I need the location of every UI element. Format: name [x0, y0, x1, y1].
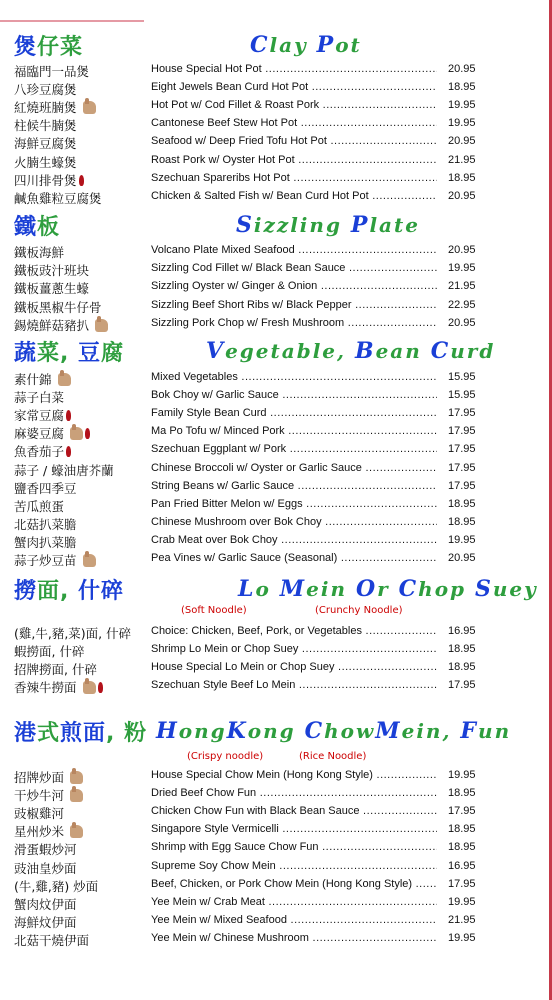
title-segment: S: [474, 576, 493, 602]
item-chinese-text: 蟹肉扒菜膽: [14, 534, 77, 550]
item-chinese-text: 招牌炒面: [14, 770, 65, 785]
item-english-name: Shrimp Lo Mein or Chop Suey .....: [151, 643, 437, 659]
item-price: 17.95: [448, 407, 476, 420]
item-price: 21.95: [448, 913, 476, 926]
title-segment: izzling: [253, 213, 351, 237]
menu-item-row: [0, 98, 552, 116]
menu-item-row: [0, 316, 552, 334]
thumbs-up-icon: [70, 427, 83, 440]
title-segment: O: [355, 576, 378, 602]
title-segment: hop: [418, 577, 475, 601]
item-chinese-text: 蝦撈面, 什碎: [14, 644, 85, 660]
title-segment: 面,: [37, 579, 79, 604]
title-segment: 仔菜: [37, 35, 84, 60]
item-chinese-name: [14, 153, 77, 171]
title-segment: ein: [306, 577, 356, 601]
menu-item-row: [0, 877, 552, 895]
item-english-name: Yee Mein w/ Chinese Mushroom .....: [151, 932, 437, 948]
item-chinese-name: [14, 551, 96, 569]
item-chinese-name: [14, 134, 77, 152]
menu-item-row: [0, 298, 552, 316]
item-price: 18.95: [448, 787, 476, 800]
title-segment: S: [236, 212, 254, 238]
title-segment: r: [377, 577, 399, 601]
item-chinese-text: 福臨門一品煲: [14, 64, 90, 79]
item-chinese-name: [14, 515, 77, 533]
section-title-english: [250, 32, 362, 58]
title-segment: how: [324, 719, 376, 743]
item-price: 19.95: [448, 895, 476, 908]
thumbs-up-icon: [58, 373, 71, 386]
item-chinese-text: (牛,雞,豬) 炒面: [14, 878, 99, 894]
menu-item-row: [0, 261, 552, 279]
menu-item-row: [0, 859, 552, 877]
item-english-name: Chinese Broccoli w/ Oyster or Garlic Sauce .....: [151, 462, 437, 478]
item-price: 21.95: [448, 153, 476, 166]
item-english-name: Dried Beef Chow Fun .....: [151, 787, 437, 803]
item-price: 18.95: [448, 515, 476, 528]
title-segment: 豆: [78, 341, 102, 366]
item-chinese-name: [14, 243, 64, 261]
title-segment: K: [226, 718, 248, 744]
thumbs-up-icon: [70, 825, 83, 838]
item-price: 19.95: [448, 533, 476, 546]
item-english-name: House Special Chow Mein (Hong Kong Style) .....: [151, 769, 437, 785]
menu-item-row: [0, 442, 552, 460]
title-segment: ong: [178, 719, 227, 743]
item-chinese-name: [14, 171, 84, 189]
item-chinese-name: [14, 678, 103, 696]
item-english-name: Shrimp with Egg Sauce Chow Fun .....: [151, 841, 437, 857]
item-price: 21.95: [448, 280, 476, 293]
title-segment: 煎面: [60, 721, 107, 746]
item-price: 22.95: [448, 298, 476, 311]
item-price: 20.95: [448, 189, 476, 202]
item-price: 20.95: [448, 552, 476, 564]
item-chinese-text: 四川排骨煲: [14, 172, 77, 188]
title-segment: 式: [37, 721, 61, 746]
item-price: 16.95: [448, 859, 476, 872]
menu-item-row: [0, 551, 552, 569]
item-chinese-text: 家常豆腐: [14, 408, 65, 424]
item-price: 19.95: [448, 117, 476, 130]
menu-item-row: [0, 279, 552, 297]
item-chinese-name: [14, 479, 77, 497]
item-price: 18.95: [448, 497, 476, 510]
item-price: 17.95: [448, 479, 476, 492]
section-title-chinese: [14, 716, 147, 747]
title-segment: ean: [375, 339, 431, 363]
chili-pepper-icon: [66, 446, 71, 457]
item-chinese-name: [14, 624, 131, 642]
item-chinese-text: (雞,牛,豬,菜)面, 什碎: [14, 626, 132, 641]
item-chinese-text: 柱候牛腩煲: [14, 118, 77, 134]
thumbs-up-icon: [70, 789, 83, 802]
item-chinese-name: [14, 533, 77, 551]
item-english-name: Ma Po Tofu w/ Minced Pork .....: [151, 425, 437, 441]
section-title-english: [206, 338, 495, 364]
item-chinese-text: 豉椒雞河: [14, 806, 65, 822]
item-chinese-text: 火腩生蠔煲: [14, 154, 77, 170]
item-chinese-name: [14, 62, 89, 80]
menu-item-row: [0, 388, 552, 406]
menu-item-row: [0, 660, 552, 678]
menu-item-row: [0, 134, 552, 152]
section-title-chinese: [14, 210, 60, 241]
chili-pepper-icon: [66, 410, 71, 421]
menu-item-row: [0, 479, 552, 497]
item-english-name: Yee Mein w/ Crab Meat .....: [151, 896, 437, 912]
menu-item-row: [0, 840, 552, 858]
title-segment: 撈: [14, 579, 38, 604]
item-chinese-text: 素什錦: [14, 372, 52, 387]
section-title-english: [156, 718, 511, 744]
item-chinese-text: 鹽香四季豆: [14, 480, 77, 496]
title-segment: ot: [335, 33, 362, 57]
noodle-type-note: (Crispy noodle): [187, 751, 264, 762]
item-chinese-text: 苦瓜煎蛋: [14, 498, 65, 514]
title-segment: L: [238, 576, 256, 602]
section-title-chinese: [14, 336, 124, 367]
section-title-chinese: [14, 574, 124, 605]
item-chinese-name: [14, 660, 97, 678]
thumbs-up-icon: [95, 319, 108, 332]
item-english-name: Family Style Bean Curd .....: [151, 407, 437, 423]
item-price: 17.95: [448, 877, 476, 890]
chili-pepper-icon: [98, 682, 103, 693]
item-chinese-name: [14, 116, 77, 134]
noodle-type-note: (Rice Noodle): [299, 751, 367, 762]
item-chinese-text: 北菇扒菜膽: [14, 516, 77, 532]
item-price: 18.95: [448, 81, 476, 94]
title-segment: 鐵: [14, 215, 38, 240]
item-chinese-name: [14, 642, 84, 660]
item-english-name: Sizzling Oyster w/ Ginger & Onion .....: [151, 280, 437, 296]
item-chinese-name: [14, 804, 64, 822]
item-chinese-name: [14, 316, 108, 334]
item-english-name: Mixed Vegetables .....: [151, 371, 437, 387]
item-chinese-text: 蒜子 / 蠔油唐芥蘭: [14, 462, 114, 478]
title-segment: C: [304, 718, 325, 744]
item-price: 19.95: [448, 99, 476, 112]
item-english-name: Sizzling Cod Fillet w/ Black Bean Sauce .....: [151, 262, 437, 278]
item-price: 17.95: [448, 805, 476, 818]
menu-item-row: [0, 406, 552, 424]
item-english-name: Szechuan Style Beef Lo Mein .....: [151, 679, 437, 695]
item-price: 18.95: [448, 171, 476, 184]
item-chinese-name: [14, 840, 77, 858]
menu-item-row: [0, 678, 552, 696]
thumbs-up-icon: [83, 681, 96, 694]
menu-item-row: [0, 533, 552, 551]
title-segment: P: [316, 32, 336, 58]
item-english-name: Volcano Plate Mixed Seafood .....: [151, 244, 437, 260]
item-chinese-name: [14, 189, 102, 207]
item-chinese-name: [14, 388, 64, 406]
title-segment: urd: [450, 339, 496, 363]
item-chinese-text: 海鮮豆腐煲: [14, 136, 77, 152]
item-english-name: Chicken & Salted Fish w/ Bean Curd Hot Pot .....: [151, 190, 437, 206]
item-english-name: Sizzling Beef Short Ribs w/ Black Pepper .....: [151, 299, 437, 315]
item-chinese-name: [14, 877, 98, 895]
item-price: 20.95: [448, 244, 476, 256]
title-segment: M: [375, 718, 402, 744]
title-segment: P: [350, 212, 370, 238]
title-segment: late: [369, 213, 420, 237]
title-segment: o: [255, 577, 280, 601]
item-chinese-text: 八珍豆腐煲: [14, 82, 77, 98]
title-segment: egetable,: [225, 339, 355, 363]
item-chinese-name: [14, 80, 77, 98]
item-english-name: Yee Mein w/ Mixed Seafood .....: [151, 914, 437, 930]
item-chinese-name: [14, 98, 96, 116]
item-chinese-text: 海鮮炆伊面: [14, 914, 77, 930]
menu-item-row: [0, 370, 552, 388]
item-price: 18.95: [448, 841, 476, 854]
item-english-name: Chinese Mushroom over Bok Choy .....: [151, 516, 437, 532]
item-english-name: Supreme Soy Chow Mein .....: [151, 860, 437, 876]
menu-item-row: [0, 171, 552, 189]
item-english-name: Chicken Chow Fun with Black Bean Sauce .....: [151, 805, 437, 821]
item-chinese-name: [14, 461, 114, 479]
item-english-name: Choice: Chicken, Beef, Pork, or Vegetables .....: [151, 625, 437, 641]
item-price: 19.95: [448, 769, 476, 781]
item-english-name: Singapore Style Vermicelli .....: [151, 823, 437, 839]
menu-item-row: [0, 243, 552, 261]
item-chinese-name: [14, 424, 90, 442]
item-chinese-text: 招牌撈面, 什碎: [14, 662, 97, 678]
menu-item-row: [0, 931, 552, 949]
menu-item-row: [0, 515, 552, 533]
menu-item-row: [0, 768, 552, 786]
section-title-english: [238, 576, 538, 602]
item-price: 17.95: [448, 443, 476, 456]
item-english-name: Cantonese Beef Stew Hot Pot .....: [151, 117, 437, 133]
item-english-name: Szechuan Eggplant w/ Pork .....: [151, 443, 437, 459]
title-segment: F: [460, 718, 479, 744]
item-chinese-name: [14, 895, 77, 913]
item-english-name: Roast Pork w/ Oyster Hot Pot .....: [151, 154, 437, 170]
top-divider: [0, 20, 144, 22]
item-chinese-text: 魚香茄子: [14, 444, 65, 460]
section-title-english: [236, 212, 420, 238]
item-english-name: Pea Vines w/ Garlic Sauce (Seasonal) .....: [151, 552, 437, 568]
item-chinese-text: 鐵板薑蔥生蠔: [14, 281, 90, 297]
item-chinese-name: [14, 913, 77, 931]
title-segment: B: [354, 338, 376, 364]
menu-item-row: [0, 624, 552, 642]
item-price: 20.95: [448, 135, 476, 148]
item-price: 17.95: [448, 679, 476, 692]
menu-item-row: [0, 80, 552, 98]
item-chinese-text: 麻婆豆腐: [14, 426, 65, 442]
menu-item-row: [0, 895, 552, 913]
title-segment: M: [279, 576, 307, 602]
item-price: 18.95: [448, 823, 476, 836]
item-chinese-name: [14, 261, 89, 279]
item-chinese-text: 紅燒班腩煲: [14, 100, 77, 116]
item-chinese-text: 蒜子炒豆苗: [14, 553, 77, 568]
item-price: 17.95: [448, 425, 476, 438]
thumbs-up-icon: [70, 771, 83, 784]
item-chinese-text: 鐵板海鮮: [14, 245, 65, 260]
title-segment: lay: [269, 33, 317, 57]
title-segment: 港: [14, 721, 38, 746]
item-chinese-text: 香辣牛撈面: [14, 680, 77, 696]
menu-item-row: [0, 642, 552, 660]
noodle-type-note: (Crunchy Noodle): [315, 605, 403, 616]
menu-item-row: [0, 497, 552, 515]
item-price: 17.95: [448, 461, 476, 474]
title-segment: 蔬: [14, 341, 38, 366]
item-chinese-text: 豉油皇炒面: [14, 860, 77, 876]
item-english-name: House Special Lo Mein or Chop Suey .....: [151, 661, 437, 677]
item-chinese-text: 蒜子白菜: [14, 390, 65, 406]
item-chinese-name: [14, 298, 102, 316]
item-english-name: Crab Meat over Bok Choy .....: [151, 534, 437, 550]
item-chinese-text: 蟹肉炆伊面: [14, 896, 77, 912]
thumbs-up-icon: [83, 101, 96, 114]
item-price: 18.95: [448, 643, 476, 656]
item-chinese-name: [14, 931, 89, 949]
item-chinese-name: [14, 442, 71, 460]
item-chinese-name: [14, 786, 83, 804]
item-price: 15.95: [448, 371, 476, 383]
item-english-name: Szechuan Spareribs Hot Pot .....: [151, 172, 437, 188]
item-english-name: Seafood w/ Deep Fried Tofu Hot Pot .....: [151, 135, 437, 151]
noodle-type-note: (Soft Noodle): [181, 605, 247, 616]
title-segment: C: [430, 338, 451, 364]
item-price: 20.95: [448, 63, 476, 75]
item-english-name: Pan Fried Bitter Melon w/ Eggs .....: [151, 498, 437, 514]
menu-item-row: [0, 189, 552, 207]
item-chinese-name: [14, 370, 71, 388]
menu-item-row: [0, 461, 552, 479]
section-title-chinese: [14, 30, 83, 61]
menu-item-row: [0, 786, 552, 804]
item-chinese-text: 錫燒鮮菇豬扒: [14, 317, 90, 333]
item-english-name: Bok Choy w/ Garlic Sauce .....: [151, 389, 437, 405]
menu-item-row: [0, 116, 552, 134]
title-segment: uey: [492, 577, 538, 601]
item-english-name: String Beans w/ Garlic Sauce .....: [151, 480, 437, 496]
title-segment: un: [478, 719, 512, 743]
item-english-name: Hot Pot w/ Cod Fillet & Roast Pork .....: [151, 99, 437, 115]
item-chinese-text: 鐵板豉汁班块: [14, 263, 90, 279]
item-price: 19.95: [448, 262, 476, 275]
title-segment: C: [398, 576, 419, 602]
item-chinese-name: [14, 406, 71, 424]
item-english-name: Sizzling Pork Chop w/ Fresh Mushroom .....: [151, 317, 437, 333]
title-segment: H: [156, 718, 179, 744]
title-segment: 什碎: [78, 579, 125, 604]
menu-item-row: [0, 913, 552, 931]
chili-pepper-icon: [79, 175, 84, 186]
menu-item-row: [0, 804, 552, 822]
item-chinese-name: [14, 279, 89, 297]
title-segment: 煲: [14, 35, 38, 60]
item-price: 19.95: [448, 931, 476, 944]
item-chinese-text: 星州炒米: [14, 824, 65, 840]
item-chinese-text: 鐵板黑椒牛仔骨: [14, 299, 102, 315]
item-price: 16.95: [448, 625, 476, 637]
item-chinese-name: [14, 822, 83, 840]
title-segment: 腐: [101, 341, 125, 366]
title-segment: ein,: [401, 719, 461, 743]
item-chinese-text: 北菇干燒伊面: [14, 932, 90, 948]
item-chinese-text: 干炒牛河: [14, 788, 65, 804]
menu-item-row: [0, 424, 552, 442]
menu-item-row: [0, 153, 552, 171]
item-chinese-name: [14, 768, 83, 786]
item-price: 15.95: [448, 389, 476, 402]
title-segment: 板: [37, 215, 61, 240]
title-segment: , 粉: [106, 721, 148, 746]
title-segment: V: [206, 338, 226, 364]
item-english-name: Beef, Chicken, or Pork Chow Mein (Hong Kong Style) .....: [151, 878, 437, 894]
item-english-name: Eight Jewels Bean Curd Hot Pot .....: [151, 81, 437, 97]
item-price: 20.95: [448, 316, 476, 329]
item-chinese-text: 鹹魚雞粒豆腐煲: [14, 190, 102, 206]
title-segment: 菜,: [37, 341, 79, 366]
thumbs-up-icon: [83, 554, 96, 567]
item-english-name: House Special Hot Pot .....: [151, 63, 437, 79]
chili-pepper-icon: [85, 428, 90, 439]
menu-item-row: [0, 62, 552, 80]
title-segment: C: [250, 32, 270, 58]
item-chinese-text: 滑蛋蝦炒河: [14, 842, 77, 858]
item-chinese-name: [14, 497, 64, 515]
menu-item-row: [0, 822, 552, 840]
item-price: 18.95: [448, 661, 476, 674]
item-chinese-name: [14, 859, 77, 877]
title-segment: ong: [247, 719, 305, 743]
